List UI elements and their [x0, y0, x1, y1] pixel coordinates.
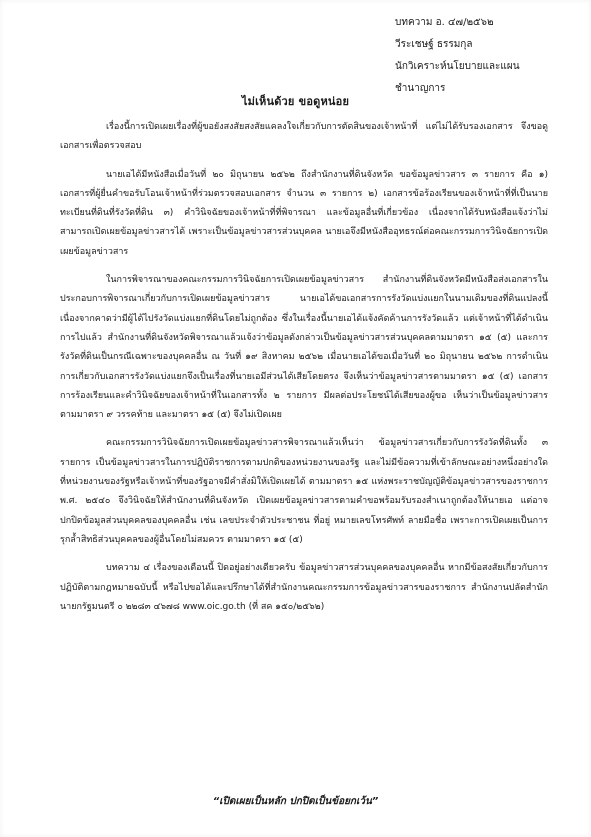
paragraph: นายเอได้มีหนังสือเมื่อวันที่ ๒๐ มิถุนายน ๒๕๖๒ ถึงสำนักงานที่ดินจังหวัด ขอข้อมูลข่าวสาร ๓ รายการ คือ ๑) เอกสารที่ผู้ยื่นคำขอรับโอนเจ้าหน้าที่ร่วมตรวจสอบเอกสาร จำนวน ๓ รายการ ๒) เอกสารข้อร้องเรียนของเจ้าหน้าที่ที่เป็นนายทะเบียนที่ดินที่รังวัดที่ดิน ๓) คำวินิจฉัยของเจ้าหน้าที่ที่พิจารณา และข้อมูลอื่นที่เกี่ยวข้อง เนื่องจากได้รับหนังสือแจ้งว่าไม่สามารถเปิดเผยข้อมูลข่าวสารได้ เพราะเป็นข้อมูลข่าวสารส่วนบุคคล นายเอจึงมีหนังสืออุทธรณ์ต่อคณะกรรมการวินิจฉัยการเปิดเผยข้อมูลข่าวสาร — [60, 169, 548, 257]
paragraph: ในการพิจารณาของคณะกรรมการวินิจฉัยการเปิดเผยข้อมูลข่าวสาร สำนักงานที่ดินจังหวัดมีหนังสือส่งเอกสารในประกอบการพิจารณาเกี่ยวกับการเปิดเผยข้อมูลข่าวสาร นายเอได้ขอเอกสารการรังวัดแบ่งแยกในนามเดิมของที่ดินแปลงนี้ เนื่องจากคาดว่ามีผู้ได้ไปรังวัดแบ่งแยกที่ดินโดยไม่ถูกต้อง ซึ่งในเรื่องนี้นายเอได้แจ้งคัดค้านการรังวัดแล้ว แต่เจ้าหน้าที่ได้ดำเนินการไปแล้ว สำนักงานที่ดินจังหวัดพิจารณาแล้วแจ้งว่าข้อมูลดังกล่าวเป็นข้อมูลข่าวสารส่วนบุคคลตามมาตรา ๑๕ (๕) และการรังวัดที่ดินเป็นกรณีเฉพาะของบุคคลอื่น ณ วันที่ ๑๙ สิงหาคม ๒๕๖๒ เมื่อนายเอได้ขอเมื่อวันที่ ๒๐ มิถุนายน ๒๕๖๒ การดำเนินการเกี่ยวกับเอกสารรังวัดแบ่งแยกจึงเป็นเรื่องที่นายเอมีส่วนได้เสียโดยตรง จึงเห็นว่าข้อมูลข่าวสารตามมาตรา ๑๕ (๕) เอกสารการร้องเรียนและคำวินิจฉัยของเจ้าหน้าที่ในเอกสารทั้ง ๒ รายการ มีผลต่อประโยชน์ได้เสียของผู้ขอ เห็นว่าเป็นข้อมูลข่าวสารตามมาตรา ๙ วรรคท้าย และมาตรา ๑๕ (๕) จึงไม่เปิดเผย — [60, 275, 548, 421]
paragraph: คณะกรรมการวินิจฉัยการเปิดเผยข้อมูลข่าวสารพิจารณาแล้วเห็นว่า ข้อมูลข่าวสารเกี่ยวกับการรังวัดที่ดินทั้ง ๓ รายการ เป็นข้อมูลข่าวสารในการปฏิบัติราชการตามปกติของหน่วยงานของรัฐ และไม่มีข้อความที่เข้าลักษณะอย่างหนึ่งอย่างใดที่หน่วยงานของรัฐหรือเจ้าหน้าที่ของรัฐอาจมีคำสั่งมิให้เปิดเผยได้ ตามมาตรา ๑๕ แห่งพระราชบัญญัติข้อมูลข่าวสารของราชการ พ.ศ. ๒๕๔๐ จึงวินิจฉัยให้สำนักงานที่ดินจังหวัด เปิดเผยข้อมูลข่าวสารตามคำขอพร้อมรับรองสำเนาถูกต้องให้นายเอ แต่อาจปกปิดข้อมูลส่วนบุคคลของบุคคลอื่น เช่น เลขประจำตัวประชาชน ที่อยู่ หมายเลขโทรศัพท์ ลายมือชื่อ เพราะการเปิดเผยเป็นการรุกล้ำสิทธิส่วนบุคคลของผู้อื่นโดยไม่สมควร ตามมาตรา ๑๕ (๕) — [60, 438, 548, 545]
document-title: ไม่เห็นด้วย ขอดูหน่อย — [241, 95, 350, 108]
author-name: วีระเชษฐ์ ธรรมกุล — [395, 39, 473, 50]
article-number: บทความ อ. ๔๗/๒๕๖๒ — [395, 17, 494, 28]
closing-slogan: “เปิดเผยเป็นหลัก ปกปิดเป็นข้อยกเว้น” — [212, 796, 379, 807]
document-body — [60, 118, 548, 626]
paragraph: เรื่องนี้การเปิดเผยเรื่องที่ผู้ขอยังสงสัยสงสัยแคลงใจเกี่ยวกับการตัดสินของเจ้าหน้าที่ แต่ไม่ได้รับรองเอกสาร จึงขอดูเอกสารเพื่อตรวจสอบ — [60, 122, 548, 152]
document-header — [395, 12, 545, 100]
paragraph: บทความ ๔ เรื่องของเดือนนี้ ปิดอยู่อย่างเดียวครับ ข้อมูลข่าวสารส่วนบุคคลของบุคคลอื่น หากมีข้อสงสัยเกี่ยวกับการปฏิบัติตามกฎหมายฉบับนี้ หรือไปขอได้และปรึกษาได้ที่สำนักงานคณะกรรมการข้อมูลข่าวสารของราชการ สำนักงานปลัดสำนักนายกรัฐมนตรี ๐ ๒๒๘๓ ๔๖๗๘ www.oic.go.th (ที่ สค ๑๕๐/๒๕๖๒) — [60, 563, 548, 612]
author-position: นักวิเคราะห์นโยบายและแผนชำนาญการ — [395, 61, 520, 94]
